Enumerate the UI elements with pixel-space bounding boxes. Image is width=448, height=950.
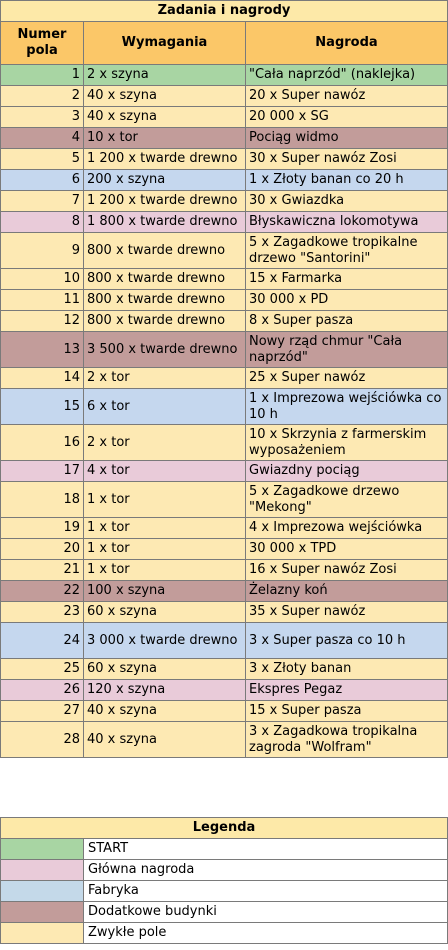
table-row <box>1 659 448 680</box>
reward-cell: Pociąg widmo <box>246 128 448 149</box>
reward-cell: 25 x Super nawóz <box>246 368 448 389</box>
legend-swatch <box>1 881 84 902</box>
legend-row <box>1 902 448 923</box>
field-number-cell: 1 <box>1 65 84 86</box>
reward-cell: 10 x Skrzynia z farmerskim wyposażeniem <box>246 425 448 461</box>
field-number-cell: 4 <box>1 128 84 149</box>
table-row <box>1 461 448 482</box>
table-row <box>1 368 448 389</box>
field-number-cell: 15 <box>1 389 84 425</box>
field-number-cell: 8 <box>1 212 84 233</box>
field-number-cell: 27 <box>1 701 84 722</box>
reward-cell: 3 x Super pasza co 10 h <box>246 623 448 659</box>
reward-cell: 20 x Super nawóz <box>246 86 448 107</box>
table-title: Zadania i nagrody <box>1 1 448 22</box>
reward-cell: 3 x Złoty banan <box>246 659 448 680</box>
reward-cell: 35 x Super nawóz <box>246 602 448 623</box>
requirements-cell: 800 x twarde drewno <box>84 269 246 290</box>
requirements-cell: 1 200 x twarde drewno <box>84 149 246 170</box>
field-number-cell: 22 <box>1 581 84 602</box>
header-requirements: Wymagania <box>84 22 246 65</box>
table-row <box>1 560 448 581</box>
requirements-cell: 100 x szyna <box>84 581 246 602</box>
table-row <box>1 722 448 758</box>
legend-row <box>1 839 448 860</box>
reward-cell: 15 x Farmarka <box>246 269 448 290</box>
table-row <box>1 482 448 518</box>
field-number-cell: 25 <box>1 659 84 680</box>
requirements-cell: 200 x szyna <box>84 170 246 191</box>
requirements-cell: 800 x twarde drewno <box>84 233 246 269</box>
requirements-cell: 1 x tor <box>84 518 246 539</box>
table-row <box>1 680 448 701</box>
tasks-table-body <box>1 65 448 758</box>
requirements-cell: 3 000 x twarde drewno <box>84 623 246 659</box>
legend-swatch <box>1 902 84 923</box>
requirements-cell: 800 x twarde drewno <box>84 290 246 311</box>
requirements-cell: 40 x szyna <box>84 107 246 128</box>
header-field-number: Numer pola <box>1 22 84 65</box>
table-row <box>1 311 448 332</box>
reward-cell: 3 x Zagadkowa tropikalna zagroda "Wolfram" <box>246 722 448 758</box>
legend-title: Legenda <box>1 818 448 839</box>
table-row <box>1 425 448 461</box>
requirements-cell: 10 x tor <box>84 128 246 149</box>
reward-cell: 30 x Super nawóz Zosi <box>246 149 448 170</box>
table-row <box>1 602 448 623</box>
reward-cell: 15 x Super pasza <box>246 701 448 722</box>
field-number-cell: 13 <box>1 332 84 368</box>
field-number-cell: 23 <box>1 602 84 623</box>
field-number-cell: 26 <box>1 680 84 701</box>
table-row <box>1 269 448 290</box>
table-row <box>1 170 448 191</box>
field-number-cell: 21 <box>1 560 84 581</box>
legend-label: Fabryka <box>84 881 448 902</box>
requirements-cell: 2 x tor <box>84 425 246 461</box>
requirements-cell: 60 x szyna <box>84 602 246 623</box>
legend-row <box>1 923 448 944</box>
field-number-cell: 7 <box>1 191 84 212</box>
legend-label: Zwykłe pole <box>84 923 448 944</box>
reward-cell: 4 x Imprezowa wejściówka <box>246 518 448 539</box>
table-row <box>1 212 448 233</box>
legend-swatch <box>1 860 84 881</box>
field-number-cell: 11 <box>1 290 84 311</box>
requirements-cell: 6 x tor <box>84 389 246 425</box>
field-number-cell: 20 <box>1 539 84 560</box>
legend-swatch <box>1 839 84 860</box>
requirements-cell: 40 x szyna <box>84 86 246 107</box>
field-number-cell: 6 <box>1 170 84 191</box>
table-row <box>1 149 448 170</box>
table-row <box>1 332 448 368</box>
requirements-cell: 800 x twarde drewno <box>84 311 246 332</box>
legend-body <box>1 839 448 944</box>
requirements-cell: 2 x szyna <box>84 65 246 86</box>
requirements-cell: 3 500 x twarde drewno <box>84 332 246 368</box>
legend-row <box>1 860 448 881</box>
legend-table <box>0 817 448 944</box>
field-number-cell: 12 <box>1 311 84 332</box>
header-reward: Nagroda <box>246 22 448 65</box>
table-row <box>1 701 448 722</box>
field-number-cell: 24 <box>1 623 84 659</box>
field-number-cell: 17 <box>1 461 84 482</box>
requirements-cell: 120 x szyna <box>84 680 246 701</box>
requirements-cell: 40 x szyna <box>84 701 246 722</box>
legend-swatch <box>1 923 84 944</box>
legend-label: Główna nagroda <box>84 860 448 881</box>
reward-cell: Nowy rząd chmur "Cała naprzód" <box>246 332 448 368</box>
field-number-cell: 5 <box>1 149 84 170</box>
reward-cell: 20 000 x SG <box>246 107 448 128</box>
reward-cell: 5 x Zagadkowe tropikalne drzewo "Santorini" <box>246 233 448 269</box>
field-number-cell: 14 <box>1 368 84 389</box>
reward-cell: 8 x Super pasza <box>246 311 448 332</box>
table-row <box>1 233 448 269</box>
legend-label: Dodatkowe budynki <box>84 902 448 923</box>
legend-label: START <box>84 839 448 860</box>
requirements-cell: 2 x tor <box>84 368 246 389</box>
reward-cell: 30 x Gwiazdka <box>246 191 448 212</box>
requirements-cell: 4 x tor <box>84 461 246 482</box>
reward-cell: 16 x Super nawóz Zosi <box>246 560 448 581</box>
reward-cell: Błyskawiczna lokomotywa <box>246 212 448 233</box>
reward-cell: 5 x Zagadkowe drzewo "Mekong" <box>246 482 448 518</box>
reward-cell: Gwiazdny pociąg <box>246 461 448 482</box>
field-number-cell: 3 <box>1 107 84 128</box>
table-row <box>1 128 448 149</box>
field-number-cell: 9 <box>1 233 84 269</box>
table-row <box>1 290 448 311</box>
table-row <box>1 539 448 560</box>
requirements-cell: 1 800 x twarde drewno <box>84 212 246 233</box>
legend-row <box>1 881 448 902</box>
requirements-cell: 40 x szyna <box>84 722 246 758</box>
reward-cell: 30 000 x TPD <box>246 539 448 560</box>
table-row <box>1 65 448 86</box>
field-number-cell: 10 <box>1 269 84 290</box>
requirements-cell: 1 x tor <box>84 539 246 560</box>
requirements-cell: 1 200 x twarde drewno <box>84 191 246 212</box>
reward-cell: 1 x Imprezowa wejściówka co 10 h <box>246 389 448 425</box>
table-row <box>1 389 448 425</box>
requirements-cell: 60 x szyna <box>84 659 246 680</box>
field-number-cell: 18 <box>1 482 84 518</box>
table-row <box>1 107 448 128</box>
field-number-cell: 16 <box>1 425 84 461</box>
reward-cell: 1 x Złoty banan co 20 h <box>246 170 448 191</box>
requirements-cell: 1 x tor <box>84 482 246 518</box>
field-number-cell: 2 <box>1 86 84 107</box>
reward-cell: Ekspres Pegaz <box>246 680 448 701</box>
reward-cell: 30 000 x PD <box>246 290 448 311</box>
table-row <box>1 86 448 107</box>
table-row <box>1 191 448 212</box>
reward-cell: "Cała naprzód" (naklejka) <box>246 65 448 86</box>
requirements-cell: 1 x tor <box>84 560 246 581</box>
field-number-cell: 19 <box>1 518 84 539</box>
table-row <box>1 518 448 539</box>
table-row <box>1 581 448 602</box>
table-row <box>1 623 448 659</box>
field-number-cell: 28 <box>1 722 84 758</box>
reward-cell: Żelazny koń <box>246 581 448 602</box>
